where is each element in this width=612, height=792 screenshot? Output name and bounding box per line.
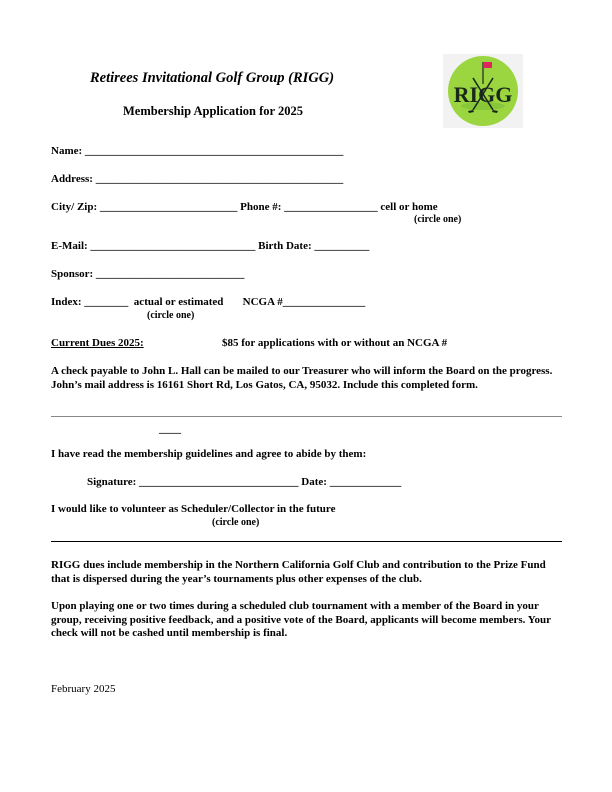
logo-text: RIGG [453,82,513,107]
index-ncga-field[interactable]: Index: ________ actual or estimated NCGA #_______________ [51,296,366,308]
signature-date-field[interactable]: Signature: _____________________________ Date: _____________ [87,476,402,488]
current-dues-text: $85 for applications with or without an NCGA # [222,337,448,349]
address-field[interactable]: Address: _____________________________________________ [51,173,344,185]
agreement-statement: I have read the membership guidelines and agree to abide by them: [51,448,367,460]
check-instructions: A check payable to John L. Hall can be mailed to our Treasurer who will inform the Board on the progress. John’s mail address is 16161 Short Rd, Los Gatos, CA, 95032. Include this completed form. [51,365,553,391]
short-blank-line: ____ [159,423,181,435]
page-subtitle: Membership Application for 2025 [123,104,303,118]
circle-one-volunteer-note: (circle one) [212,517,260,528]
page-title: Retirees Invitational Golf Group (RIGG) [90,70,335,86]
divider-line [51,416,562,417]
circle-one-index-note: (circle one) [147,310,195,321]
name-field[interactable]: Name: _______________________________________________ [51,145,344,157]
email-birthdate-field[interactable]: E-Mail: ______________________________ Birth Date: __________ [51,240,370,252]
dues-info-paragraph: RIGG dues include membership in the Northern California Golf Club and contribution to the Prize Fund that is dispersed during the year’s tournaments plus other expenses of the club. [51,559,546,585]
section-divider [51,541,562,542]
rigg-logo [443,54,523,128]
sponsor-field[interactable]: Sponsor: ___________________________ [51,268,245,280]
membership-info-paragraph: Upon playing one or two times during a scheduled club tournament with a member of the Board in your group, receiving positive feedback, and a positive vote of the Board, applicants will become members. Your check will not be cashed until membership is final. [51,600,551,639]
volunteer-statement[interactable]: I would like to volunteer as Scheduler/Collector in the future [51,503,336,515]
current-dues-label: Current Dues 2025: [51,337,144,349]
city-zip-phone-field[interactable]: City/ Zip: _________________________ Phone #: _________________ cell or home [51,201,438,213]
circle-one-phone-note: (circle one) [414,214,462,225]
golf-logo-icon [443,54,523,128]
footer-date: February 2025 [51,683,116,695]
